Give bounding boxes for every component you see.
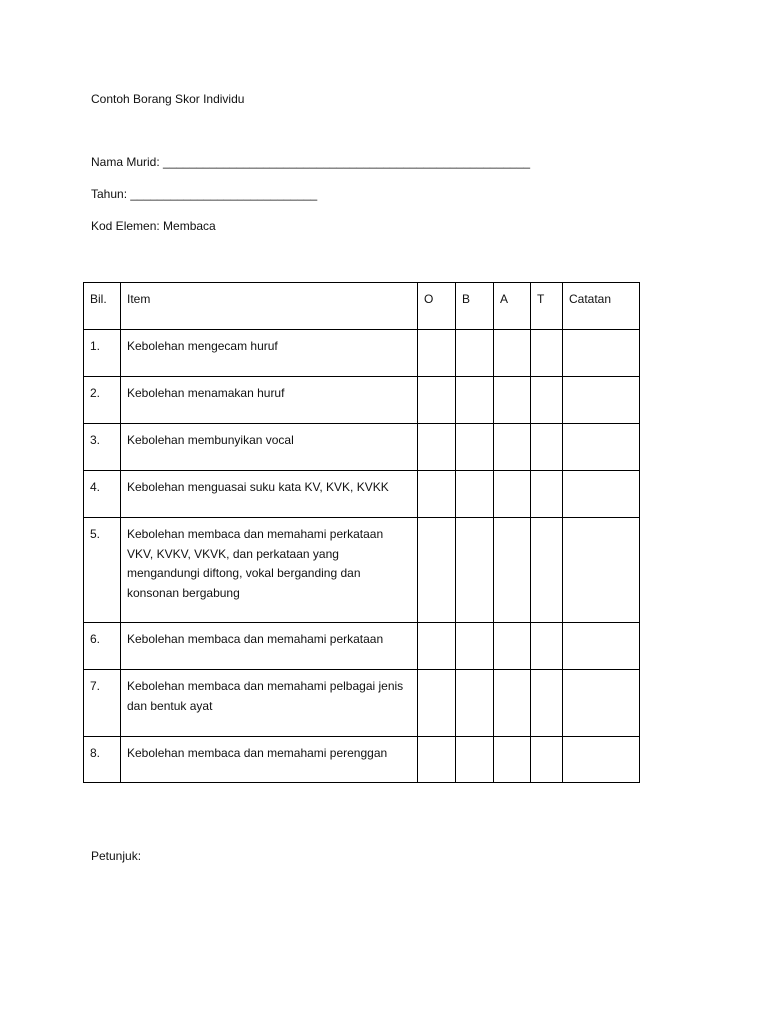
score-b-cell xyxy=(456,330,494,377)
table-row xyxy=(84,424,640,471)
score-b-cell xyxy=(456,623,494,670)
score-t-cell xyxy=(531,330,563,377)
score-b-cell xyxy=(456,518,494,623)
score-a-cell xyxy=(494,737,531,783)
score-o-cell xyxy=(418,737,456,783)
score-t-cell xyxy=(531,737,563,783)
score-o-cell xyxy=(418,623,456,670)
row-number: 6. xyxy=(84,623,121,670)
row-item: Kebolehan mengecam huruf xyxy=(121,330,418,377)
score-t-cell xyxy=(531,377,563,424)
header-a: A xyxy=(494,283,531,330)
row-number: 3. xyxy=(84,424,121,471)
header-item: Item xyxy=(121,283,418,330)
score-t-cell xyxy=(531,424,563,471)
score-a-cell xyxy=(494,377,531,424)
row-item: Kebolehan membaca dan memahami perkataan VKV, KVKV, VKVK, dan perkataan yang mengandungi diftong, vokal berganding dan konsonan bergabung xyxy=(121,518,418,623)
catatan-cell xyxy=(563,377,640,424)
year-field: Tahun: ____________________________ xyxy=(91,187,318,201)
score-a-cell xyxy=(494,471,531,518)
row-number: 7. xyxy=(84,670,121,737)
score-t-cell xyxy=(531,471,563,518)
row-item: Kebolehan membaca dan memahami pelbagai jenis dan bentuk ayat xyxy=(121,670,418,737)
score-b-cell xyxy=(456,424,494,471)
header-catatan: Catatan xyxy=(563,283,640,330)
score-b-cell xyxy=(456,670,494,737)
row-item: Kebolehan menguasai suku kata KV, KVK, KVKK xyxy=(121,471,418,518)
catatan-cell xyxy=(563,518,640,623)
row-item: Kebolehan membaca dan memahami perenggan xyxy=(121,737,418,783)
header-bil: Bil. xyxy=(84,283,121,330)
form-title: Contoh Borang Skor Individu xyxy=(91,92,245,106)
row-number: 2. xyxy=(84,377,121,424)
catatan-cell xyxy=(563,424,640,471)
table-row xyxy=(84,670,640,737)
score-o-cell xyxy=(418,518,456,623)
row-number: 1. xyxy=(84,330,121,377)
row-item: Kebolehan membunyikan vocal xyxy=(121,424,418,471)
catatan-cell xyxy=(563,623,640,670)
header-b: B xyxy=(456,283,494,330)
score-a-cell xyxy=(494,623,531,670)
student-name-field: Nama Murid: _______________________________________________________ xyxy=(91,155,531,169)
score-t-cell xyxy=(531,670,563,737)
score-t-cell xyxy=(531,518,563,623)
instructions-label: Petunjuk: xyxy=(91,849,142,863)
header-o: O xyxy=(418,283,456,330)
row-item: Kebolehan menamakan huruf xyxy=(121,377,418,424)
header-t: T xyxy=(531,283,563,330)
score-o-cell xyxy=(418,670,456,737)
table-row xyxy=(84,623,640,670)
table-row xyxy=(84,377,640,424)
score-o-cell xyxy=(418,471,456,518)
row-number: 8. xyxy=(84,737,121,783)
score-b-cell xyxy=(456,377,494,424)
score-table xyxy=(83,282,640,783)
catatan-cell xyxy=(563,670,640,737)
score-o-cell xyxy=(418,424,456,471)
score-o-cell xyxy=(418,330,456,377)
table-row xyxy=(84,471,640,518)
score-t-cell xyxy=(531,623,563,670)
score-a-cell xyxy=(494,518,531,623)
score-a-cell xyxy=(494,330,531,377)
row-number: 5. xyxy=(84,518,121,623)
table-row xyxy=(84,330,640,377)
score-a-cell xyxy=(494,424,531,471)
catatan-cell xyxy=(563,471,640,518)
catatan-cell xyxy=(563,330,640,377)
table-header-row xyxy=(84,283,640,330)
row-number: 4. xyxy=(84,471,121,518)
score-b-cell xyxy=(456,471,494,518)
table-row xyxy=(84,518,640,623)
catatan-cell xyxy=(563,737,640,783)
table-row xyxy=(84,737,640,783)
score-o-cell xyxy=(418,377,456,424)
score-b-cell xyxy=(456,737,494,783)
element-code-label: Kod Elemen: Membaca xyxy=(91,219,216,233)
row-item: Kebolehan membaca dan memahami perkataan xyxy=(121,623,418,670)
score-a-cell xyxy=(494,670,531,737)
